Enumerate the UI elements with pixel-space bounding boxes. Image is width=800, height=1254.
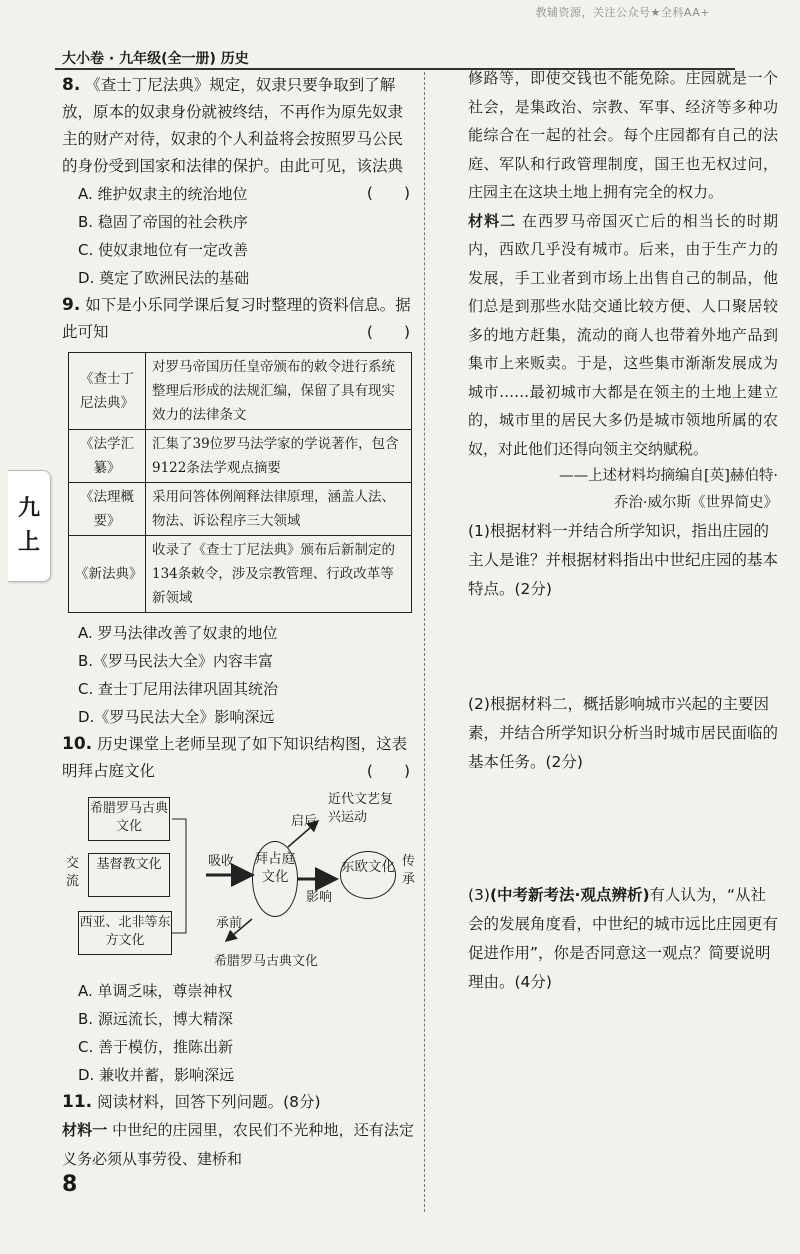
material-2 (468, 207, 778, 464)
side-tab-char-2: 上 (17, 530, 40, 555)
page-header-title: 大小卷 · 九年级(全一册) 历史 (62, 51, 249, 67)
answer-space-2[interactable] (468, 777, 778, 881)
answer-space-3[interactable] (468, 997, 778, 1117)
question-11-stem (62, 1089, 414, 1116)
question-9-option-b[interactable]: B.《罗马民法大全》内容丰富 (78, 652, 274, 670)
question-8 (62, 72, 414, 292)
table-cell-key: 《法理概要》 (69, 483, 146, 536)
question-11-text: 阅读材料，回答下列问题。(8分) (97, 1093, 321, 1111)
source-line-1: ——上述材料均摘编自[英]赫伯特· (559, 468, 778, 484)
question-8-number: 8. (62, 75, 81, 95)
question-10-option-a[interactable]: A. 单调乏味，尊崇神权 (78, 982, 233, 1000)
material-1-label: 材料一 (62, 1121, 108, 1139)
table-cell-key: 《查士丁尼法典》 (69, 353, 146, 430)
sub-question-3-prefix: (3) (468, 886, 490, 904)
diagram-label-inherit: 传承 (402, 854, 416, 887)
sub-question-3 (468, 881, 778, 997)
diagram-label-carry-forward: 承前 (216, 916, 243, 931)
question-10-option-c[interactable]: C. 善于模仿，推陈出新 (78, 1038, 234, 1056)
question-9-option-a[interactable]: A. 罗马法律改善了奴隶的地位 (78, 624, 278, 642)
sub-question-3-tag: (中考新考法·观点辨析) (489, 886, 650, 904)
sub-question-2: (2)根据材料二，概括影响城市兴起的主要因素，并结合所学知识分析当时城市居民面临的基本任务。(2分) (468, 695, 779, 771)
table-cell-value: 采用问答体例阐释法律原理，涵盖人法、物法、诉讼程序三大领域 (146, 483, 412, 536)
question-11-number: 11. (62, 1092, 93, 1112)
watermark-text: 教辅资源，关注公众号★全科AA+ (535, 6, 710, 19)
answer-space-1[interactable] (468, 604, 778, 690)
knowledge-structure-diagram (66, 791, 416, 977)
material-1-start (62, 1116, 414, 1173)
question-10-option-d[interactable]: D. 兼收并蓄，影响深远 (78, 1066, 235, 1084)
diagram-label-absorb: 吸收 (208, 854, 235, 869)
question-8-option-a[interactable]: A. 维护奴隶主的统治地位 (78, 185, 248, 203)
diagram-center-byzantine: 拜占庭文化 (252, 841, 298, 917)
sub-question-1: (1)根据材料一并结合所学知识，指出庄园的主人是谁？并根据材料指出中世纪庄园的基本特点。(2分) (468, 522, 779, 598)
question-9-text: 如下是小乐同学课后复习时整理的资料信息。据此可知 (62, 296, 411, 341)
left-column (62, 72, 414, 1173)
diagram-box-christian: 基督教文化 (88, 853, 170, 897)
diagram-box-eastern: 西亚、北非等东方文化 (78, 911, 172, 955)
table-row (69, 353, 412, 430)
question-9-answer-paren[interactable]: ( ) (366, 323, 410, 341)
diagram-label-exchange: 交流 (66, 856, 80, 889)
question-10-stem (62, 731, 414, 785)
side-tab-char-1: 九 (17, 496, 40, 521)
table-row (69, 483, 412, 536)
diagram-box-greco-roman: 希腊罗马古典文化 (88, 797, 170, 841)
question-9-number: 9. (62, 295, 81, 315)
table-cell-key: 《新法典》 (69, 536, 146, 613)
question-10 (62, 731, 414, 1089)
diagram-label-bottom: 希腊罗马古典文化 (214, 954, 319, 969)
question-8-option-c[interactable]: C. 使奴隶地位有一定改善 (78, 241, 249, 259)
sub-question-3-text: 有人认为，“从社会的发展角度看，中世纪的城市远比庄园更有促进作用”，你是否同意这一观点？简要说明理由。(4分) (468, 886, 779, 991)
question-8-option-d[interactable]: D. 奠定了欧洲民法的基础 (78, 269, 250, 287)
side-tab (8, 470, 51, 582)
material-2-text: 在西罗马帝国灭亡后的相当长的时期内，西欧几乎没有城市。后来，由于生产力的发展，手工业者到市场上出售自己的制品，他们总是到那些水陆交通比较方便、人口聚居较多的地方赶集，流动的商人也带着外地产品到集市上来贩卖。于是，这些集市渐渐发展成为城市……最初城市大都是在领主的土地上建立的，城市里的居民大多仍是城市领地所属的农奴，对此他们还得向领主交纳赋税。 (468, 211, 778, 458)
question-9-info-table (68, 352, 412, 613)
question-8-option-b[interactable]: B. 稳固了帝国的社会秩序 (78, 213, 248, 231)
question-10-number: 10. (62, 734, 93, 754)
right-column (468, 64, 778, 1117)
source-line-2: 乔治·威尔斯《世界简史》 (613, 495, 778, 511)
table-row (69, 536, 412, 613)
question-9-option-d[interactable]: D.《罗马民法大全》影响深远 (78, 708, 275, 726)
diagram-label-renaissance: 近代文艺复兴运动 (328, 792, 394, 825)
question-10-option-b[interactable]: B. 源远流长，博大精深 (78, 1010, 233, 1028)
table-cell-key: 《法学汇纂》 (69, 430, 146, 483)
diagram-label-enlighten: 启后 (291, 814, 318, 829)
table-cell-value: 汇集了39位罗马法学家的学说著作，包含9122条法学观点摘要 (146, 430, 412, 483)
material-1-text-right: 修路等，即使交钱也不能免除。庄园就是一个社会，是集政治、宗教、军事、经济等多种功能综合在一起的社会。每个庄园都有自己的法庭、军队和行政管理制度，国王也无权过问，庄园主在这块土地上拥有完全的权力。 (468, 69, 778, 201)
question-10-text: 历史课堂上老师呈现了如下知识结构图，这表明拜占庭文化 (62, 735, 408, 780)
question-8-text: 《查士丁尼法典》规定，奴隶只要争取到了解放，原本的奴隶身份就被终结，不再作为原先奴隶主的财产对待，奴隶的个人利益将会按照罗马公民的身份受到国家和法律的保护。由此可见，该法典 (62, 76, 404, 175)
diagram-east-europe: 东欧文化 (340, 851, 396, 899)
table-row (69, 430, 412, 483)
question-11 (62, 1089, 414, 1173)
question-8-answer-paren[interactable]: ( ) (366, 184, 410, 202)
table-cell-value: 对罗马帝国历任皇帝颁布的敕令进行系统整理后形成的法规汇编，保留了具有现实效力的法律条文 (146, 353, 412, 430)
diagram-label-influence: 影响 (306, 890, 333, 905)
question-9-option-c[interactable]: C. 查士丁尼用法律巩固其统治 (78, 680, 279, 698)
column-divider (424, 72, 425, 1212)
question-9 (62, 292, 414, 731)
material-2-label: 材料二 (468, 211, 517, 230)
page-number: 8 (62, 1172, 78, 1197)
table-cell-value: 收录了《查士丁尼法典》颁布后新制定的134条敕令，涉及宗教管理、行政改革等新领域 (146, 536, 412, 613)
material-1-text-left: 中世纪的庄园里，农民们不光种地，还有法定义务必须从事劳役、建桥和 (62, 1121, 414, 1168)
question-10-answer-paren[interactable]: ( ) (366, 762, 410, 780)
question-9-stem (62, 292, 414, 346)
